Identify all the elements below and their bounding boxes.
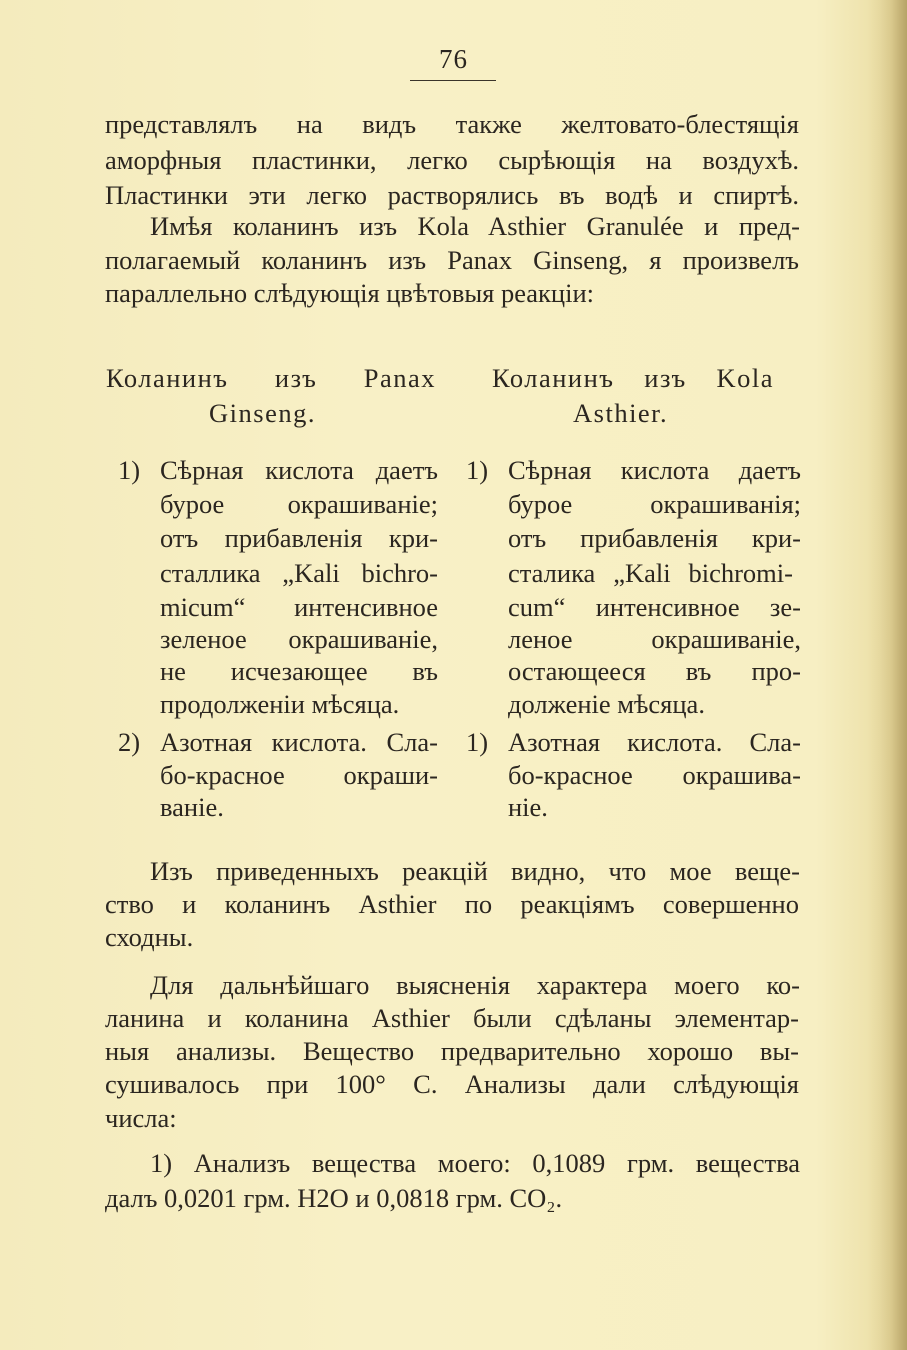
text-line: сходны. <box>105 922 194 952</box>
text-line: сушивалось при 100° С. Анализы дали слѣдующія <box>105 1069 799 1099</box>
text-line: micum“ интенсивное <box>160 592 438 622</box>
text-line: 1) Анализъ вещества моего: 0,1089 грм. вещества <box>150 1148 800 1178</box>
text-line: сталлика „Kali bichro- <box>160 558 438 588</box>
page-number: 76 <box>439 44 468 74</box>
item-number: 1) <box>466 455 489 485</box>
text-line: далъ 0,0201 грм. H2O и 0,0818 грм. CO₂. <box>105 1183 563 1213</box>
text-line: cum“ интенсивное зе- <box>508 592 801 622</box>
text-line: сталика „Kali bichromi- <box>508 558 793 588</box>
text-line: Пластинки эти легко растворялись въ водѣ и спиртѣ. <box>105 180 799 210</box>
text-line: полагаемый коланинъ изъ Panax Ginseng, я произвелъ <box>105 245 799 275</box>
item-number: 1) <box>466 727 489 757</box>
text-line: аморфныя пластинки, легко сырѣющія на воздухѣ. <box>105 145 799 175</box>
text-line: Изъ приведенныхъ реакцій видно, что мое веще- <box>150 856 800 886</box>
page-number-rule <box>410 80 496 81</box>
text-line: Сѣрная кислота даетъ <box>508 455 801 485</box>
text-line: бурое окрашиваніе; <box>160 489 438 519</box>
text-line: ство и коланинъ Asthier по реакціямъ совершенно <box>105 889 799 919</box>
text-line: бо-красное окрашива- <box>508 760 801 790</box>
text-line: представлялъ на видъ также желтовато-блестящія <box>105 109 799 139</box>
left-column-heading-sub: Ginseng. <box>209 398 316 428</box>
text-line: Для дальнѣйшаго выясненія характера моего ко- <box>150 970 800 1000</box>
page-edge-shadow <box>867 0 907 1350</box>
item-number: 2) <box>118 727 141 757</box>
text-line: бо-красное окраши- <box>160 760 438 790</box>
text-line: отъ прибавленія кри- <box>160 523 438 553</box>
text-line: зеленое окрашиваніе, <box>160 624 438 654</box>
text-line: бурое окрашиванія; <box>508 489 801 519</box>
text-line: долженіе мѣсяца. <box>508 689 705 719</box>
right-column-heading-sub: Asthier. <box>573 398 669 428</box>
right-column-heading: Коланинъ изъ Kola <box>492 363 774 393</box>
text-line: ніе. <box>508 792 548 822</box>
text-line: числа: <box>105 1103 177 1133</box>
text-line: Азотная кислота. Сла- <box>508 727 801 757</box>
text-line: остающееся въ про- <box>508 656 801 686</box>
text-line: продолженіи мѣсяца. <box>160 689 400 719</box>
text-line: ныя анализы. Вещество предварительно хорошо вы- <box>105 1036 799 1066</box>
text-line: Сѣрная кислота даетъ <box>160 455 438 485</box>
text-line: Имѣя коланинъ изъ Kola Asthier Granulée и пред- <box>150 211 800 241</box>
item-number: 1) <box>118 455 141 485</box>
left-column-heading: Коланинъ изъ Panax <box>106 363 436 393</box>
text-line: параллельно слѣдующія цвѣтовыя реакціи: <box>105 278 595 308</box>
text-line: ваніе. <box>160 792 224 822</box>
text-line: не исчезающее въ <box>160 656 438 686</box>
text-line: отъ прибавленія кри- <box>508 523 801 553</box>
text-line: леное окрашиваніе, <box>508 624 801 654</box>
text-line: Азотная кислота. Сла- <box>160 727 438 757</box>
text-line: ланина и коланина Asthier были сдѣланы элементар- <box>105 1003 799 1033</box>
